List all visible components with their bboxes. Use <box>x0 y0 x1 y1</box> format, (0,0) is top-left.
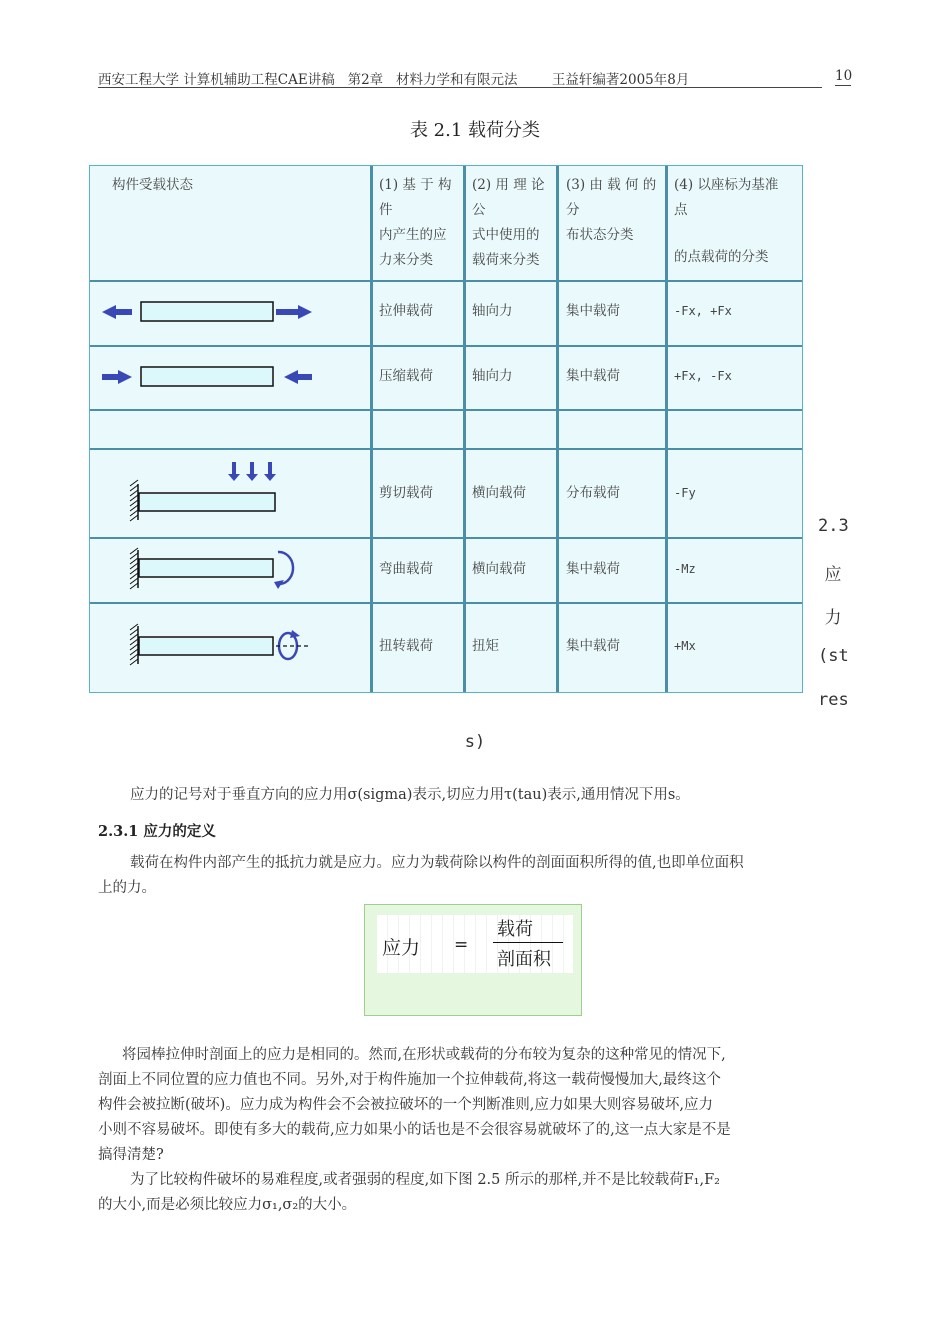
compression-diagram <box>98 357 318 397</box>
row5-c2: 横向载荷 <box>472 561 526 577</box>
row2-c1: 压缩载荷 <box>379 368 433 384</box>
paragraph-line: 小则不容易破坏。即使有多大的载荷,应力如果小的话也是不会很容易就破坏了的,这一点大家是不是 <box>98 1122 731 1138</box>
left-arrow-icon <box>284 370 312 384</box>
right-arrow-icon <box>102 370 132 384</box>
bar-shape <box>139 493 275 511</box>
header-col2-line: 公 <box>472 202 486 218</box>
moment-arrow-icon <box>278 552 293 584</box>
header-col1-line: 内产生的应 <box>379 227 447 243</box>
stress-formula-box <box>364 904 582 1016</box>
header-col2-line: 式中使用的 <box>472 227 540 243</box>
formula-equals: = <box>454 935 469 955</box>
header-col3-line: 分 <box>566 202 580 218</box>
row-divider <box>90 602 802 604</box>
side-heading-part: res <box>818 690 849 710</box>
bar-shape <box>139 559 273 577</box>
header-col0: 构件受载状态 <box>112 177 193 193</box>
side-heading-part: 力 <box>824 608 842 628</box>
header-col4-line: 点 <box>674 202 688 218</box>
paragraph-definition-line: 上的力。 <box>98 880 156 896</box>
row-divider <box>90 409 802 411</box>
paragraph-definition-line: 载荷在构件内部产生的抵抗力就是应力。应力为载荷除以构件的剖面面积所得的值,也即单位面积 <box>130 855 744 871</box>
bar-shape <box>141 302 273 321</box>
header-col2-line: (2) 用 理 论 <box>472 177 545 193</box>
row5-c3: 集中载荷 <box>566 561 620 577</box>
side-heading-part: (st <box>818 646 849 666</box>
col-divider <box>556 166 559 692</box>
row1-c2: 轴向力 <box>472 303 513 319</box>
row-divider <box>90 345 802 347</box>
col-divider <box>665 166 668 692</box>
shear-diagram <box>126 458 286 528</box>
paragraph-line: 构件会被拉断(破坏)。应力成为构件会不会被拉破坏的一个判断准则,应力如果大则容易破坏,应力 <box>98 1097 714 1113</box>
row4-c1: 剪切载荷 <box>379 485 433 501</box>
wall-hatch-icon <box>130 480 138 521</box>
paragraph-comparison-line: 的大小,而是必须比较应力σ₁,σ₂的大小。 <box>98 1197 357 1213</box>
row6-c4: +Mx <box>674 639 696 653</box>
side-heading-part: s) <box>464 732 486 752</box>
fraction-bar <box>493 942 563 943</box>
header-col2 <box>472 173 554 273</box>
header-rule <box>98 87 822 88</box>
bending-diagram <box>126 546 306 596</box>
paragraph-line: 搞得清楚? <box>98 1147 164 1163</box>
row6-c3: 集中载荷 <box>566 638 620 654</box>
tension-diagram <box>98 292 318 332</box>
paragraph-stress-explanation <box>98 1043 852 1168</box>
page-header <box>98 66 851 88</box>
formula-lhs: 应力 <box>382 937 421 959</box>
paragraph-line: 将园棒拉伸时剖面上的应力是相同的。然而,在形状或载荷的分布较为复杂的这种常见的情况下, <box>122 1047 726 1063</box>
header-col4-line: (4) 以座标为基准 <box>674 177 779 193</box>
header-col4-line: 的点载荷的分类 <box>674 249 769 265</box>
table-caption: 表 2.1 载荷分类 <box>409 120 541 141</box>
row2-c2: 轴向力 <box>472 368 513 384</box>
wall-hatch-icon <box>130 548 138 589</box>
row1-c3: 集中载荷 <box>566 303 620 319</box>
side-heading-part: 应 <box>824 565 842 585</box>
col-divider <box>463 166 466 692</box>
col-divider <box>370 166 373 692</box>
row-divider <box>90 448 802 450</box>
header-col3-line: 布状态分类 <box>566 227 634 243</box>
paragraph-line: 剖面上不同位置的应力值也不同。另外,对于构件施加一个拉伸载荷,将这一载荷慢慢加大,最终这个 <box>98 1072 721 1088</box>
header-col1-line: (1) 基 于 构 <box>379 177 452 193</box>
formula-denominator: 剖面积 <box>497 949 551 970</box>
header-col1 <box>379 173 459 273</box>
row5-c1: 弯曲载荷 <box>379 561 433 577</box>
header-col2-line: 载荷来分类 <box>472 252 540 268</box>
header-col3 <box>566 173 664 248</box>
bar-shape <box>139 637 273 655</box>
formula-numerator: 载荷 <box>497 919 533 940</box>
row4-c3: 分布载荷 <box>566 485 620 501</box>
row-divider <box>90 537 802 539</box>
section-heading: 2.3.1 应力的定义 <box>98 823 216 840</box>
torsion-diagram <box>126 622 316 672</box>
row1-c1: 拉伸载荷 <box>379 303 433 319</box>
header-col4 <box>674 173 796 270</box>
row4-c4: -Fy <box>674 486 696 500</box>
right-arrow-icon <box>276 305 312 319</box>
header-col1-line: 件 <box>379 202 393 218</box>
row4-c2: 横向载荷 <box>472 485 526 501</box>
distributed-load-arrows-icon <box>228 462 276 481</box>
paragraph-comparison-line: 为了比较构件破坏的易难程度,或者强弱的程度,如下图 2.5 所示的那样,并不是比较载荷F₁,F₂ <box>130 1172 720 1188</box>
row6-c2: 扭矩 <box>472 638 499 654</box>
row1-c4: -Fx, +Fx <box>674 304 732 318</box>
row2-c4: +Fx, -Fx <box>674 369 732 383</box>
row5-c4: -Mz <box>674 562 696 576</box>
row2-c3: 集中载荷 <box>566 368 620 384</box>
header-col1-line: 力来分类 <box>379 252 433 268</box>
row-divider <box>90 280 802 282</box>
wall-hatch-icon <box>130 624 138 665</box>
left-arrow-icon <box>102 305 132 319</box>
load-classification-table <box>89 165 803 693</box>
bar-shape <box>141 367 273 386</box>
side-heading-part: 2.3 <box>818 516 849 536</box>
paragraph-stress-notation: 应力的记号对于垂直方向的应力用σ(sigma)表示,切应力用τ(tau)表示,通用情况下用s。 <box>130 787 690 803</box>
header-col3-line: (3) 由 载 何 的 <box>566 177 657 193</box>
page-number: 10 <box>835 68 853 84</box>
row6-c1: 扭转载荷 <box>379 638 433 654</box>
header-text: 西安工程大学 计算机辅助工程CAE讲稿 第2章 材料力学和有限元法 王益轩编著2005年8月 <box>98 72 690 88</box>
